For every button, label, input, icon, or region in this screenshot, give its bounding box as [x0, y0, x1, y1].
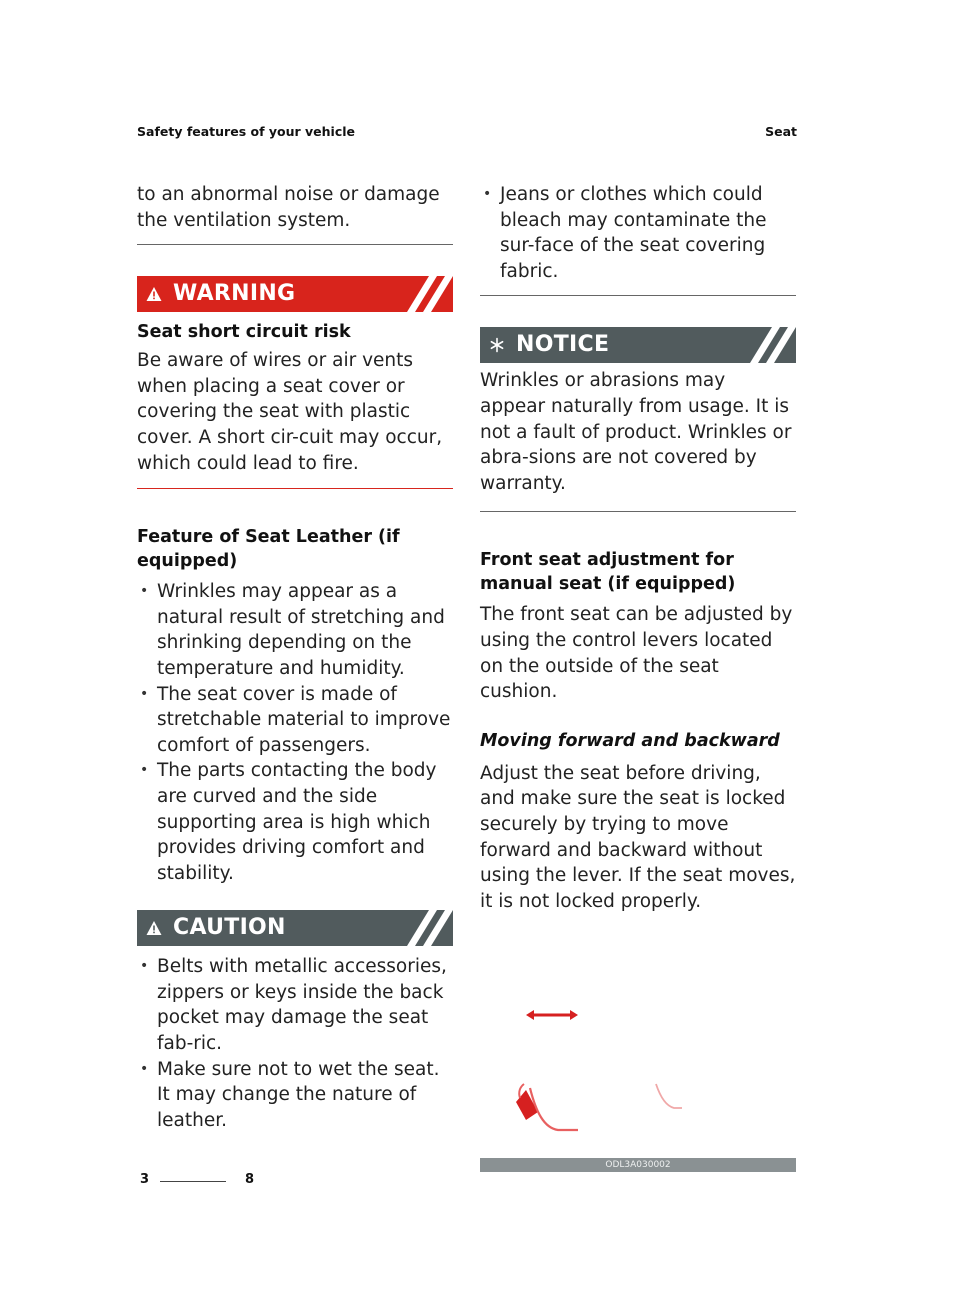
leather-section-heading: Feature of Seat Leather (if equipped)	[137, 527, 400, 572]
list-item: • Jeans or clothes which could bleach may contaminate the sur-face of the seat covering fabric.	[480, 182, 796, 284]
asterisk-icon	[489, 337, 505, 353]
list-item: • The parts contacting the body are curved and the side supporting area is high which provides driving comfort and stability.	[137, 758, 453, 886]
moving-heading: Moving forward and backward	[480, 730, 780, 751]
notice-text: Wrinkles or abrasions may appear naturally from usage. It is not a fault of product. Wrinkles or abra-sions are not covered by warranty.	[480, 370, 792, 494]
figure-caption: ODL3A030002	[480, 1158, 796, 1172]
warning-end-rule	[137, 488, 453, 489]
banner-stripes	[750, 327, 796, 363]
warning-banner	[137, 276, 453, 312]
list-item: • Belts with metallic accessories, zippers or keys inside the back pocket may damage the seat fab-ric.	[137, 954, 453, 1056]
seat-adjust-figure	[480, 962, 796, 1172]
seat-lever-icon	[516, 1084, 578, 1130]
right-column	[480, 182, 796, 1172]
intro-paragraph: to an abnormal noise or damage the ventilation system.	[137, 184, 440, 231]
warning-text: Be aware of wires or air vents when placing a seat cover or covering the seat with plastic cover. A short cir-cuit may occur, which could lead to fire.	[137, 350, 443, 474]
caution-banner	[137, 910, 453, 946]
running-header-topic: Seat	[765, 124, 797, 139]
notice-banner	[480, 327, 796, 363]
warning-triangle-icon	[146, 920, 162, 936]
moving-text: Adjust the seat before driving, and make sure the seat is locked securely by trying to move forward and backward without using the lever. If the seat moves, it is not locked properly.	[480, 762, 796, 912]
banner-stripes	[407, 276, 453, 312]
leather-bullet-list	[137, 579, 453, 886]
running-header-section: Safety features of your vehicle	[137, 124, 355, 139]
warning-label: WARNING	[173, 281, 296, 307]
list-item: • Make sure not to wet the seat. It may change the nature of leather.	[137, 1057, 453, 1134]
seat-illustration	[480, 962, 796, 1158]
notice-end-rule	[480, 511, 796, 512]
list-item: • Wrinkles may appear as a natural result of stretching and shrinking depending on the temperature and humidity.	[137, 579, 453, 681]
adjust-section-heading: Front seat adjustment for manual seat (if equipped)	[480, 550, 736, 595]
left-column	[137, 182, 453, 1133]
double-arrow-icon	[526, 1010, 578, 1020]
chapter-number: 3	[140, 1172, 150, 1187]
divider	[480, 295, 796, 296]
warning-title: Seat short circuit risk	[137, 322, 351, 343]
divider	[137, 244, 453, 245]
caution-label: CAUTION	[173, 915, 286, 941]
notice-label: NOTICE	[516, 332, 610, 358]
footer-rule	[160, 1181, 226, 1182]
page-number: 8	[245, 1172, 255, 1187]
adjust-text: The front seat can be adjusted by using the control levers located on the outside of the seat cushion.	[480, 604, 793, 703]
warning-triangle-icon	[146, 286, 162, 302]
banner-stripes	[407, 910, 453, 946]
list-item: • The seat cover is made of stretchable material to improve comfort of passengers.	[137, 682, 453, 759]
fabric-bullet-list	[480, 182, 796, 284]
seat-outline-icon	[656, 1084, 682, 1108]
caution-bullet-list	[137, 954, 453, 1133]
